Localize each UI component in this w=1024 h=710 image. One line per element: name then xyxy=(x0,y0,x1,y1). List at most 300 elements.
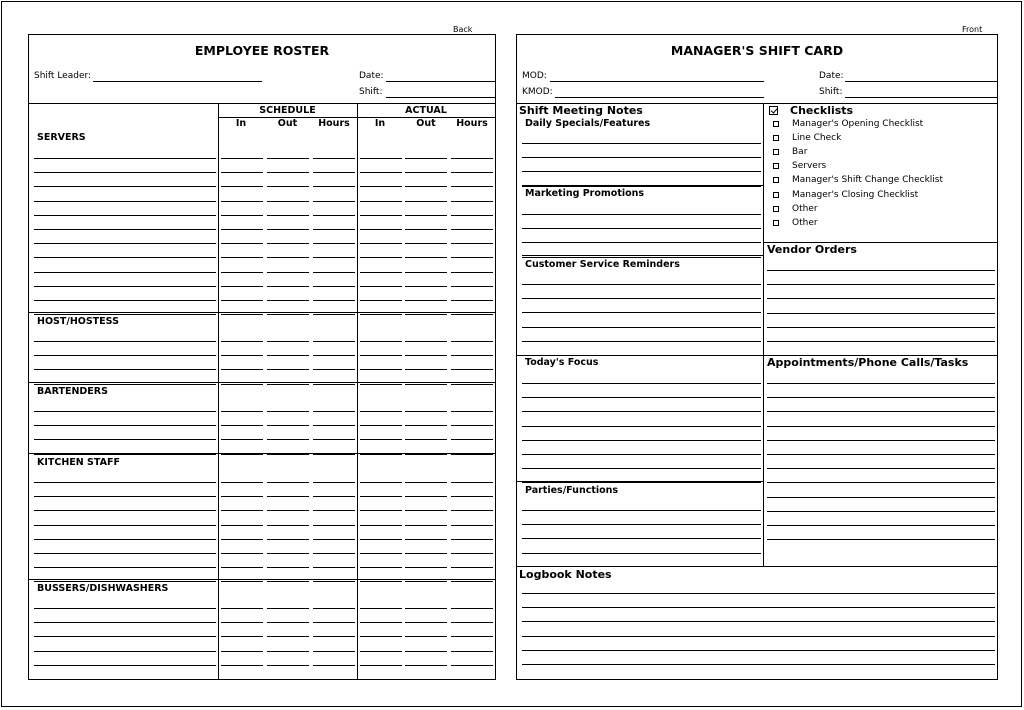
roster-entry-line xyxy=(267,257,309,258)
writing-line xyxy=(767,426,995,427)
logbook-notes-title: Logbook Notes xyxy=(519,568,612,581)
roster-entry-line xyxy=(313,608,355,609)
writing-line xyxy=(767,313,995,314)
shift-leader-label: Shift Leader: xyxy=(34,71,92,81)
writing-line xyxy=(522,157,761,158)
writing-line xyxy=(522,257,761,258)
roster-entry-line xyxy=(451,229,493,230)
actual-hours-header: Hours xyxy=(456,118,488,129)
roster-entry-line xyxy=(221,272,263,273)
roster-entry-line xyxy=(34,581,216,582)
writing-line xyxy=(767,327,995,328)
roster-entry-line xyxy=(34,229,216,230)
roster-shift-field[interactable] xyxy=(386,97,495,98)
roster-entry-line xyxy=(221,300,263,301)
roster-entry-line xyxy=(34,272,216,273)
roster-entry-line xyxy=(34,539,216,540)
roster-entry-line xyxy=(313,201,355,202)
roster-entry-line xyxy=(34,553,216,554)
checklist-item[interactable] xyxy=(773,161,826,171)
appointments-title: Appointments/Phone Calls/Tasks xyxy=(767,356,969,369)
roster-header-divider xyxy=(29,103,495,104)
roster-entry-line xyxy=(451,581,493,582)
checklist-item[interactable] xyxy=(773,190,918,200)
writing-line xyxy=(522,621,995,622)
roster-entry-line xyxy=(34,186,216,187)
roster-entry-line xyxy=(34,608,216,609)
employee-roster-card xyxy=(28,34,496,680)
roster-entry-line xyxy=(360,439,402,440)
writing-line xyxy=(522,242,761,243)
roster-entry-line xyxy=(360,314,402,315)
roster-entry-line xyxy=(34,525,216,526)
roster-entry-line xyxy=(221,539,263,540)
roster-entry-line xyxy=(405,186,447,187)
roster-entry-line xyxy=(360,172,402,173)
roster-entry-line xyxy=(313,229,355,230)
writing-line xyxy=(767,482,995,483)
writing-line xyxy=(767,539,995,540)
checklist-item[interactable] xyxy=(773,133,841,143)
roster-entry-line xyxy=(221,651,263,652)
roster-entry-line xyxy=(313,496,355,497)
roster-entry-line xyxy=(451,272,493,273)
roster-entry-line xyxy=(34,665,216,666)
roster-entry-line xyxy=(451,369,493,370)
roster-entry-line xyxy=(34,411,216,412)
writing-line xyxy=(522,426,761,427)
roster-entry-line xyxy=(221,636,263,637)
roster-entry-line xyxy=(360,636,402,637)
writing-line xyxy=(767,511,995,512)
roster-entry-line xyxy=(451,439,493,440)
roster-entry-line xyxy=(405,539,447,540)
roster-entry-line xyxy=(405,257,447,258)
roster-entry-line xyxy=(451,539,493,540)
roster-entry-line xyxy=(313,384,355,385)
roster-entry-line xyxy=(267,496,309,497)
roster-entry-line xyxy=(313,300,355,301)
roster-entry-line xyxy=(451,286,493,287)
writing-line xyxy=(522,468,761,469)
mod-label: MOD: xyxy=(522,71,547,81)
roster-entry-line xyxy=(221,384,263,385)
roster-entry-line xyxy=(221,215,263,216)
roster-entry-line xyxy=(451,201,493,202)
roster-entry-line xyxy=(34,425,216,426)
writing-line xyxy=(522,482,761,483)
schedule-in-header: In xyxy=(235,118,247,129)
roster-entry-line xyxy=(221,553,263,554)
roster-entry-line xyxy=(313,454,355,455)
roster-entry-line xyxy=(360,510,402,511)
roster-entry-line xyxy=(405,454,447,455)
writing-line xyxy=(522,664,995,665)
checklist-item[interactable] xyxy=(773,175,943,185)
writing-line xyxy=(767,468,995,469)
roster-entry-line xyxy=(451,553,493,554)
roster-entry-line xyxy=(405,425,447,426)
roster-entry-line xyxy=(360,272,402,273)
roster-entry-line xyxy=(34,384,216,385)
roster-entry-line xyxy=(221,411,263,412)
roster-entry-line xyxy=(221,496,263,497)
roster-entry-line xyxy=(360,651,402,652)
roster-entry-line xyxy=(405,622,447,623)
roster-entry-line xyxy=(451,482,493,483)
card-shift-field[interactable] xyxy=(845,97,997,98)
roster-entry-line xyxy=(360,300,402,301)
roster-entry-line xyxy=(451,622,493,623)
roster-entry-line xyxy=(451,425,493,426)
writing-line xyxy=(522,284,761,285)
roster-entry-line xyxy=(405,482,447,483)
roster-entry-line xyxy=(405,636,447,637)
roster-entry-line xyxy=(267,651,309,652)
writing-line xyxy=(522,636,995,637)
roster-entry-line xyxy=(34,257,216,258)
roster-entry-line xyxy=(34,369,216,370)
section-host-hostess: HOST/HOSTESS xyxy=(37,316,119,327)
roster-entry-line xyxy=(34,651,216,652)
roster-date-field[interactable] xyxy=(386,81,495,82)
roster-entry-line xyxy=(405,158,447,159)
roster-entry-line xyxy=(313,636,355,637)
roster-entry-line xyxy=(267,243,309,244)
roster-entry-line xyxy=(34,172,216,173)
checkbox-icon[interactable] xyxy=(773,163,779,169)
marketing-promotions-label: Marketing Promotions xyxy=(525,188,645,199)
roster-entry-line xyxy=(34,300,216,301)
roster-entry-line xyxy=(360,525,402,526)
writing-line xyxy=(522,312,761,313)
roster-entry-line xyxy=(451,300,493,301)
roster-entry-line xyxy=(34,158,216,159)
roster-entry-line xyxy=(267,510,309,511)
roster-entry-line xyxy=(405,384,447,385)
roster-entry-line xyxy=(313,257,355,258)
roster-entry-line xyxy=(267,454,309,455)
writing-line xyxy=(767,497,995,498)
roster-entry-line xyxy=(360,186,402,187)
writing-line xyxy=(767,397,995,398)
roster-entry-line xyxy=(221,243,263,244)
roster-entry-line xyxy=(267,636,309,637)
roster-entry-line xyxy=(34,496,216,497)
roster-entry-line xyxy=(221,314,263,315)
section-servers: SERVERS xyxy=(37,132,86,143)
roster-entry-line xyxy=(313,425,355,426)
roster-entry-line xyxy=(360,553,402,554)
roster-entry-line xyxy=(405,355,447,356)
roster-entry-line xyxy=(267,567,309,568)
roster-entry-line xyxy=(267,369,309,370)
roster-entry-line xyxy=(360,482,402,483)
roster-entry-line xyxy=(267,411,309,412)
roster-shift-label: Shift: xyxy=(359,87,383,97)
roster-entry-line xyxy=(267,425,309,426)
roster-entry-line xyxy=(360,369,402,370)
roster-entry-line xyxy=(405,510,447,511)
card-date-label: Date: xyxy=(819,71,844,81)
roster-entry-line xyxy=(313,369,355,370)
writing-line xyxy=(767,284,995,285)
roster-entry-line xyxy=(451,608,493,609)
roster-entry-line xyxy=(451,314,493,315)
writing-line xyxy=(522,327,761,328)
employee-roster-title: EMPLOYEE ROSTER xyxy=(194,43,330,58)
writing-line xyxy=(522,171,761,172)
roster-entry-line xyxy=(221,665,263,666)
roster-entry-line xyxy=(313,665,355,666)
roster-entry-line xyxy=(267,525,309,526)
checklist-item-label: Manager's Shift Change Checklist xyxy=(792,175,944,186)
writing-line xyxy=(767,525,995,526)
section-kitchen-staff: KITCHEN STAFF xyxy=(37,457,120,468)
roster-entry-line xyxy=(360,567,402,568)
roster-entry-line xyxy=(360,257,402,258)
roster-entry-line xyxy=(34,286,216,287)
writing-line xyxy=(522,510,761,511)
roster-entry-line xyxy=(360,665,402,666)
writing-line xyxy=(522,143,761,144)
roster-entry-line xyxy=(267,384,309,385)
roster-entry-line xyxy=(267,341,309,342)
roster-entry-line xyxy=(405,651,447,652)
roster-entry-line xyxy=(267,286,309,287)
roster-entry-line xyxy=(221,608,263,609)
roster-entry-line xyxy=(221,257,263,258)
checklist-item[interactable] xyxy=(773,119,923,129)
checklists-title: Checklists xyxy=(790,104,854,117)
card-shift-label: Shift: xyxy=(819,87,843,97)
roster-entry-line xyxy=(267,608,309,609)
roster-entry-line xyxy=(405,229,447,230)
daily-specials-label: Daily Specials/Features xyxy=(525,118,651,129)
checkbox-icon[interactable] xyxy=(773,192,779,198)
roster-entry-line xyxy=(313,172,355,173)
roster-entry-line xyxy=(451,636,493,637)
checklist-item[interactable] xyxy=(773,204,818,214)
roster-entry-line xyxy=(221,158,263,159)
roster-entry-line xyxy=(221,510,263,511)
roster-entry-line xyxy=(451,525,493,526)
roster-entry-line xyxy=(405,411,447,412)
roster-entry-line xyxy=(313,411,355,412)
roster-entry-line xyxy=(221,355,263,356)
roster-entry-line xyxy=(313,355,355,356)
roster-entry-line xyxy=(34,314,216,315)
roster-entry-line xyxy=(360,496,402,497)
roster-entry-line xyxy=(34,510,216,511)
writing-line xyxy=(522,411,761,412)
writing-line xyxy=(522,538,761,539)
writing-line xyxy=(522,397,761,398)
roster-entry-line xyxy=(267,581,309,582)
roster-group-divider xyxy=(357,103,358,679)
roster-entry-line xyxy=(360,201,402,202)
roster-entry-line xyxy=(267,300,309,301)
parties-functions-label: Parties/Functions xyxy=(525,485,619,496)
back-label: Back xyxy=(453,25,473,34)
card-date-field[interactable] xyxy=(845,81,997,82)
writing-line xyxy=(522,214,761,215)
roster-entry-line xyxy=(267,201,309,202)
roster-entry-line xyxy=(405,172,447,173)
roster-entry-line xyxy=(405,215,447,216)
writing-line xyxy=(522,650,995,651)
front-label: Front xyxy=(962,25,983,34)
roster-entry-line xyxy=(34,201,216,202)
mod-field[interactable] xyxy=(550,81,764,82)
roster-entry-line xyxy=(313,272,355,273)
roster-entry-line xyxy=(221,525,263,526)
roster-entry-line xyxy=(221,581,263,582)
writing-line xyxy=(522,524,761,525)
roster-entry-line xyxy=(313,286,355,287)
roster-entry-line xyxy=(360,608,402,609)
roster-entry-line xyxy=(451,215,493,216)
roster-entry-line xyxy=(221,567,263,568)
roster-entry-line xyxy=(313,567,355,568)
roster-entry-line xyxy=(34,243,216,244)
writing-line xyxy=(522,186,761,187)
roster-section-divider xyxy=(29,579,495,580)
todays-focus-label: Today's Focus xyxy=(525,357,599,368)
checklists-header xyxy=(769,104,853,117)
roster-entry-line xyxy=(360,286,402,287)
writing-line xyxy=(767,270,995,271)
writing-line xyxy=(767,454,995,455)
roster-entry-line xyxy=(34,215,216,216)
shift-leader-field[interactable] xyxy=(93,81,262,82)
roster-entry-line xyxy=(405,286,447,287)
actual-out-header: Out xyxy=(416,118,436,129)
roster-entry-line xyxy=(313,651,355,652)
roster-entry-line xyxy=(405,243,447,244)
roster-entry-line xyxy=(313,215,355,216)
roster-entry-line xyxy=(267,272,309,273)
checkbox-icon[interactable] xyxy=(773,177,779,183)
checkbox-icon[interactable] xyxy=(773,149,779,155)
checklist-item-label: Other xyxy=(792,217,818,228)
roster-entry-line xyxy=(267,622,309,623)
roster-entry-line xyxy=(405,300,447,301)
writing-line xyxy=(767,383,995,384)
checklist-item[interactable] xyxy=(773,218,818,228)
roster-entry-line xyxy=(34,622,216,623)
checkbox-icon[interactable] xyxy=(773,121,779,127)
roster-entry-line xyxy=(313,158,355,159)
roster-section-divider xyxy=(29,453,495,454)
writing-line xyxy=(767,411,995,412)
roster-entry-line xyxy=(451,158,493,159)
roster-entry-line xyxy=(34,355,216,356)
roster-entry-line xyxy=(360,158,402,159)
roster-entry-line xyxy=(451,384,493,385)
roster-entry-line xyxy=(405,553,447,554)
roster-entry-line xyxy=(267,665,309,666)
roster-date-label: Date: xyxy=(359,71,384,81)
roster-entry-line xyxy=(267,482,309,483)
vendor-orders-title: Vendor Orders xyxy=(767,243,857,256)
roster-entry-line xyxy=(451,510,493,511)
roster-entry-line xyxy=(451,172,493,173)
roster-entry-line xyxy=(360,355,402,356)
checkbox-icon[interactable] xyxy=(773,135,779,141)
actual-group-header: ACTUAL xyxy=(405,105,447,116)
roster-entry-line xyxy=(313,186,355,187)
roster-entry-line xyxy=(451,411,493,412)
roster-entry-line xyxy=(221,172,263,173)
writing-line xyxy=(522,553,761,554)
writing-line xyxy=(522,341,761,342)
schedule-out-header: Out xyxy=(277,118,298,129)
roster-entry-line xyxy=(34,482,216,483)
writing-line xyxy=(522,607,995,608)
section-bussers-dishwashers: BUSSERS/DISHWASHERS xyxy=(37,583,169,594)
roster-entry-line xyxy=(221,622,263,623)
managers-shift-card xyxy=(516,34,998,680)
roster-entry-line xyxy=(267,229,309,230)
roster-entry-line xyxy=(34,454,216,455)
roster-entry-line xyxy=(221,439,263,440)
roster-entry-line xyxy=(313,314,355,315)
kmod-field[interactable] xyxy=(555,97,764,98)
card-column-divider xyxy=(763,103,764,566)
roster-entry-line xyxy=(405,201,447,202)
writing-line xyxy=(767,341,995,342)
checkbox-icon[interactable] xyxy=(773,220,779,226)
roster-entry-line xyxy=(221,341,263,342)
roster-entry-line xyxy=(405,581,447,582)
writing-line xyxy=(522,454,761,455)
roster-entry-line xyxy=(405,272,447,273)
schedule-hours-header: Hours xyxy=(318,118,350,129)
roster-entry-line xyxy=(313,581,355,582)
checkbox-icon[interactable] xyxy=(773,206,779,212)
roster-entry-line xyxy=(221,369,263,370)
roster-entry-line xyxy=(34,341,216,342)
checklist-item-label: Manager's Closing Checklist xyxy=(792,189,919,200)
roster-entry-line xyxy=(221,482,263,483)
roster-entry-line xyxy=(221,201,263,202)
roster-entry-line xyxy=(451,257,493,258)
checklist-item-label: Other xyxy=(792,203,818,214)
roster-entry-line xyxy=(313,341,355,342)
writing-line xyxy=(522,593,995,594)
writing-line xyxy=(522,228,761,229)
roster-entry-line xyxy=(405,608,447,609)
roster-section-divider xyxy=(29,382,495,383)
writing-line xyxy=(767,440,995,441)
roster-entry-line xyxy=(451,243,493,244)
checklist-item-label: Bar xyxy=(792,147,808,158)
roster-entry-line xyxy=(451,651,493,652)
roster-name-divider xyxy=(218,103,219,679)
roster-entry-line xyxy=(405,567,447,568)
roster-entry-line xyxy=(451,355,493,356)
roster-entry-line xyxy=(267,172,309,173)
roster-entry-line xyxy=(313,553,355,554)
writing-line xyxy=(767,298,995,299)
roster-entry-line xyxy=(313,439,355,440)
checklist-item-label: Servers xyxy=(792,161,827,172)
roster-entry-line xyxy=(313,243,355,244)
checklist-item[interactable] xyxy=(773,147,807,157)
checklist-item-label: Manager's Opening Checklist xyxy=(792,119,924,129)
writing-line xyxy=(522,440,761,441)
